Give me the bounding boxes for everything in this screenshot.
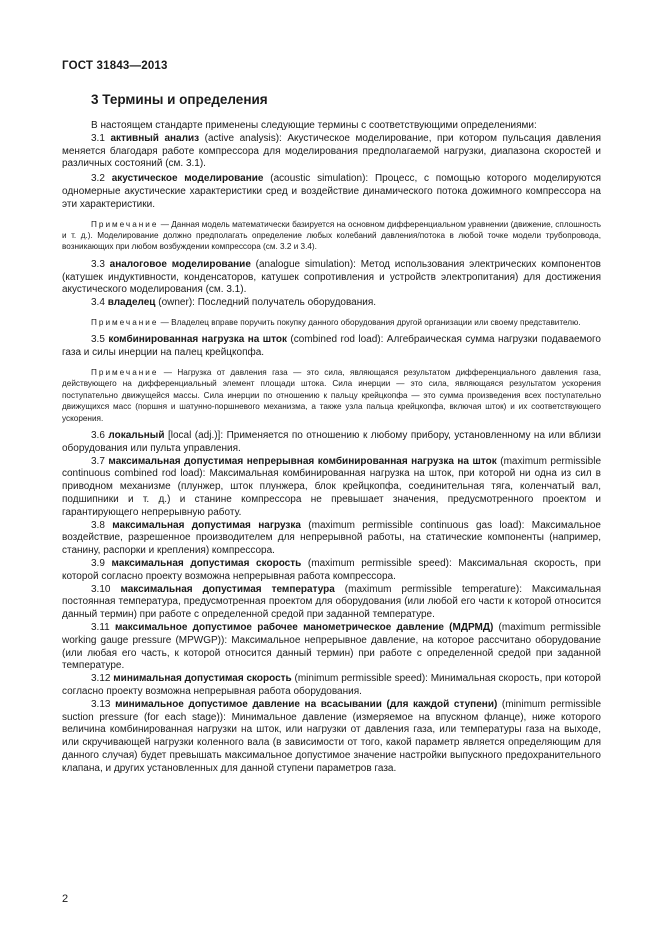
note-text: — Владелец вправе поручить покупку данного оборудования другой организации или своему представителю. (158, 317, 581, 327)
term-paragraph (62, 673, 601, 699)
term-name: владелец (107, 297, 156, 309)
term-definition: (combined rod load): Алгебраическая сумма нагрузки подаваемого газа и силы инерции на палец крейцкопфа. (62, 334, 601, 359)
term-definition: (minimum permissible speed): Минимальная скорость, при которой согласно проекту возможна непрерывная работа оборудования. (62, 673, 602, 697)
term-definition: (analogue simulation): Метод использования электрических компонентов (катушек индуктивности, конденсаторов, катушек сопротивления и устройств электропитания) для достижения акустического моделирования (см. 3.1). (62, 258, 601, 296)
term-paragraph (62, 133, 601, 171)
term-definition: [local (adj.)]: Применяется по отношению к любому прибору, установленному на или вблизи оборудования или пульта управления. (62, 430, 601, 454)
term-definition: (maximum permissible speed): Максимальная скорость, при которой согласно проекту возможна непрерывная работа компрессора. (62, 557, 602, 582)
term-number: 3.1 (91, 132, 105, 144)
term-name: максимальное допустимое рабочее манометрическое давление (МДРМД) (114, 621, 494, 633)
term-number: 3.13 (91, 698, 111, 710)
note-label: Примечание (91, 219, 159, 229)
term-number: 3.7 (91, 455, 105, 467)
note-paragraph (62, 367, 601, 424)
note-label: Примечание (91, 367, 159, 377)
term-name: максимальная допустимая температура (120, 583, 335, 595)
intro-paragraph: В настоящем стандарте применены следующие термины с соответствующими определениями: (91, 120, 537, 131)
term-number: 3.9 (91, 557, 105, 569)
term-name: локальный (108, 430, 165, 442)
term-definition: (maximum permissible temperature): Максимальная постоянная температура, предусмотренная проектом для оборудования (или любой его части к которой относится данный термин) при работе с определенной средой при заданной температуре. (62, 583, 601, 621)
term-number: 3.8 (91, 519, 105, 531)
note-label: Примечание (91, 317, 159, 327)
document-body (62, 120, 601, 776)
term-definition: (maximum permissible continuous gas load): Максимальное воздействие, разрешенное производителем для непрерывной работы, на статические компоненты (например, станину, распорки и крепления) компрессора. (62, 519, 601, 557)
note-paragraph (62, 219, 601, 253)
term-number: 3.11 (91, 621, 110, 633)
term-paragraph (62, 584, 601, 622)
note-text: — Нагрузка от давления газа — это сила, являющаяся результатом дифференциального давления газа, действующего на дифференциальный элемент площади штока. Сила инерции — это сила, являющаяся результатом ускорения поступательно движущейся массы. Сила инерции по отношению к пальцу крейцкопфа — это сумма произведения всех поступательно движущихся масс (поршня и шатунно-поршневого механизма, а также узла пальца крейцкопфа, включая шток) и их соответствующего ускорения. (62, 367, 601, 423)
term-definition: (maximum permissible continuous combined rod load): Максимальная комбинированная нагрузка на шток, при которой ни одна из сил в приводном механизме (плунжер, шток плунжера, блок крейцкопфа, соединительная тяга, коленчатый вал, подшипники и т. д.) и станине компрессора не превышает значения, предусмотренного проектом и гарантирующего непрерывную работу. (62, 455, 601, 518)
term-paragraph (62, 520, 601, 558)
term-name: минимальное допустимое давление на всасывании (для каждой ступени) (115, 698, 498, 710)
term-number: 3.3 (91, 258, 105, 270)
term-paragraph (62, 699, 601, 776)
term-paragraph (62, 259, 601, 297)
term-paragraph (62, 558, 601, 584)
term-paragraph (62, 622, 601, 673)
term-number: 3.12 (91, 673, 111, 685)
term-name: активный анализ (110, 132, 200, 144)
note-text: — Данная модель математически базируется на основном дифференциальном уравнении (движение, сплошность и т. д.). Моделирование должно предполагать определение любых колебаний давления/потока в любой точке модели трубопровода, возникающих при любом возбуждении компрессора (см. 3.2 и 3.4). (62, 219, 601, 252)
term-paragraph (62, 456, 601, 520)
term-definition: (maximum permissible working gauge pressure (MPWGP)): Максимальное непрерывное давление, на которое рассчитано оборудование (или любая его часть, к которой относится данный термин) при работе с определенной средой при заданной температуре. (62, 621, 601, 672)
term-name: максимальная допустимая нагрузка (112, 519, 301, 531)
page-number: 2 (62, 893, 69, 905)
term-number: 3.6 (91, 430, 105, 442)
document-header: ГОСТ 31843—2013 (62, 60, 168, 72)
term-number: 3.2 (91, 173, 105, 185)
term-definition: (minimum permissible suction pressure (for each stage)): Минимальное давление (измеряемое на впускном фланце), ниже которого величина комбинированная нагрузки на шток, или нагрузки от давления газа, или температуры газа на выходе, или скручивающей нагрузки коленного вала (в зависимости от того, какой параметр является определяющим для данного случая) будет превышать максимальное допустимое значение настройки выпускного предохранительного клапана, и других установленных для данной ступени параметров газа. (62, 698, 601, 774)
term-paragraph (62, 173, 601, 211)
term-name: акустическое моделирование (111, 173, 264, 185)
term-paragraph (62, 297, 601, 310)
term-paragraph (62, 430, 601, 456)
term-definition: (acoustic simulation): Процесс, с помощью которого моделируются одномерные акустические характеристики сред и воздействие динамического потока дожимного компрессора на эти характеристики. (62, 173, 601, 210)
term-paragraph (62, 334, 601, 360)
term-name: максимальная допустимая скорость (111, 557, 302, 569)
term-number: 3.10 (91, 583, 111, 595)
note-paragraph (62, 317, 601, 328)
section-title: 3 Термины и определения (91, 92, 268, 107)
term-definition: (owner): Последний получатель оборудования. (155, 297, 377, 309)
term-name: минимальная допустимая скорость (113, 673, 292, 685)
term-name: комбинированная нагрузка на шток (108, 334, 287, 346)
term-name: аналоговое моделирование (109, 258, 251, 270)
term-name: максимальная допустимая непрерывная комбинированная нагрузка на шток (108, 455, 497, 467)
term-definition: (active analysis): Акустическое моделирование, при котором пульсация давления меняется благодаря работе компрессора для моделирования предполагаемой нагрузки, диапазона скоростей и различных состояний (см. 3.1). (62, 132, 601, 170)
term-number: 3.5 (91, 334, 105, 346)
term-number: 3.4 (91, 297, 105, 309)
